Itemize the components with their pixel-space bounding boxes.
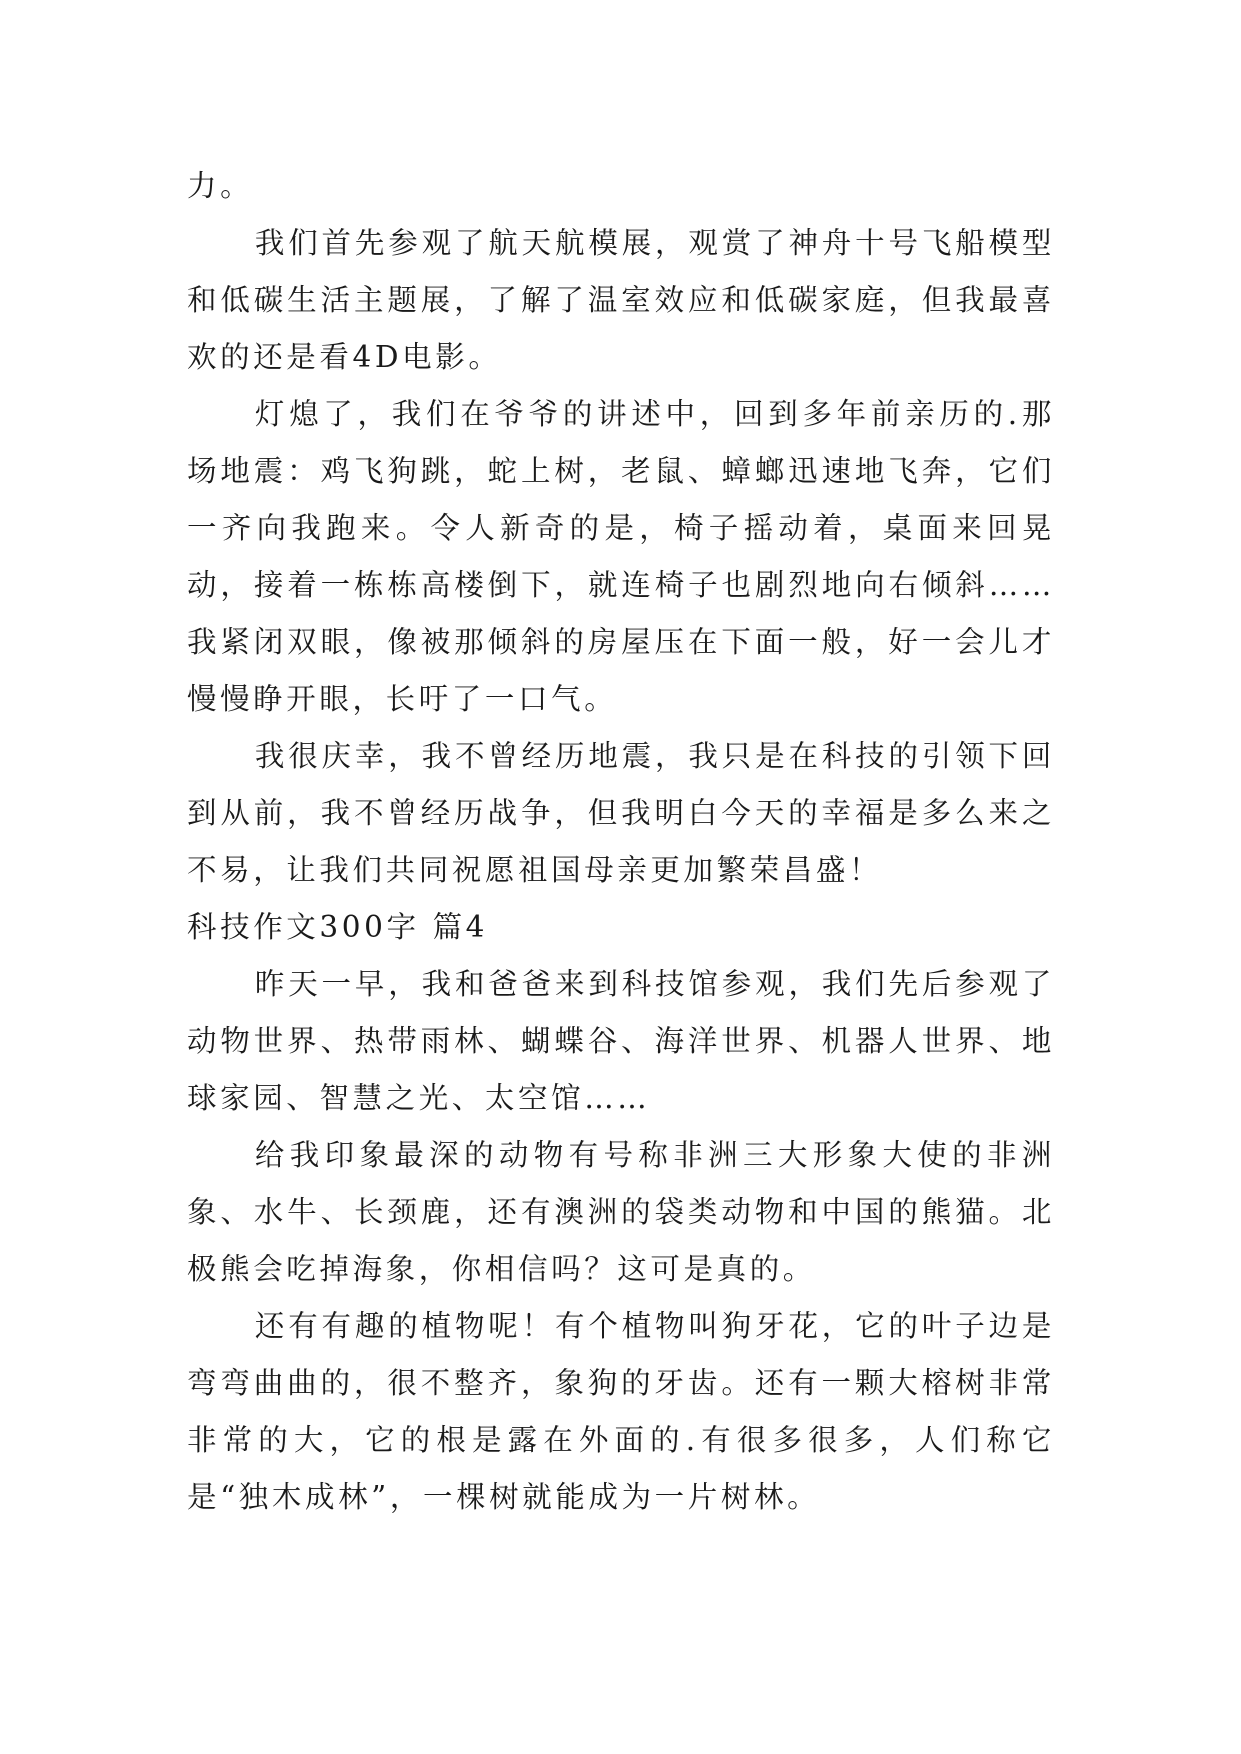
- document-body: [187, 158, 1055, 1526]
- paragraph-continuation: 力。: [187, 169, 254, 203]
- section-heading: 科技作文300字 篇4: [187, 910, 489, 944]
- paragraph-aerospace-exhibit: 我们首先参观了航天航模展，观赏了神舟十号飞船模型和低碳生活主题展，了解了温室效应和低碳家庭，但我最喜欢的还是看4D电影。: [187, 226, 1055, 374]
- paragraph-earthquake-film: 灯熄了，我们在爷爷的讲述中，回到多年前亲历的.那场地震：鸡飞狗跳，蛇上树，老鼠、蟑螂迅速地飞奔，它们一齐向我跑来。令人新奇的是，椅子摇动着，桌面来回晃动，接着一栋栋高楼倒下，就连椅子也剧烈地向右倾斜……我紧闭双眼，像被那倾斜的房屋压在下面一般，好一会儿才慢慢睁开眼，长吁了一口气。: [187, 397, 1055, 716]
- paragraph-museum-visit: 昨天一早，我和爸爸来到科技馆参观，我们先后参观了动物世界、热带雨林、蝴蝶谷、海洋世界、机器人世界、地球家园、智慧之光、太空馆……: [187, 967, 1055, 1115]
- paragraph-plants: 还有有趣的植物呢！有个植物叫狗牙花，它的叶子边是弯弯曲曲的，很不整齐，象狗的牙齿。还有一颗大榕树非常非常的大，它的根是露在外面的.有很多很多，人们称它是“独木成林”，一棵树就能成为一片树林。: [187, 1309, 1055, 1514]
- paragraph-conclusion: 我很庆幸，我不曾经历地震，我只是在科技的引领下回到从前，我不曾经历战争，但我明白今天的幸福是多么来之不易，让我们共同祝愿祖国母亲更加繁荣昌盛！: [187, 739, 1055, 887]
- paragraph-animals: 给我印象最深的动物有号称非洲三大形象大使的非洲象、水牛、长颈鹿，还有澳洲的袋类动物和中国的熊猫。北极熊会吃掉海象，你相信吗？这可是真的。: [187, 1138, 1055, 1286]
